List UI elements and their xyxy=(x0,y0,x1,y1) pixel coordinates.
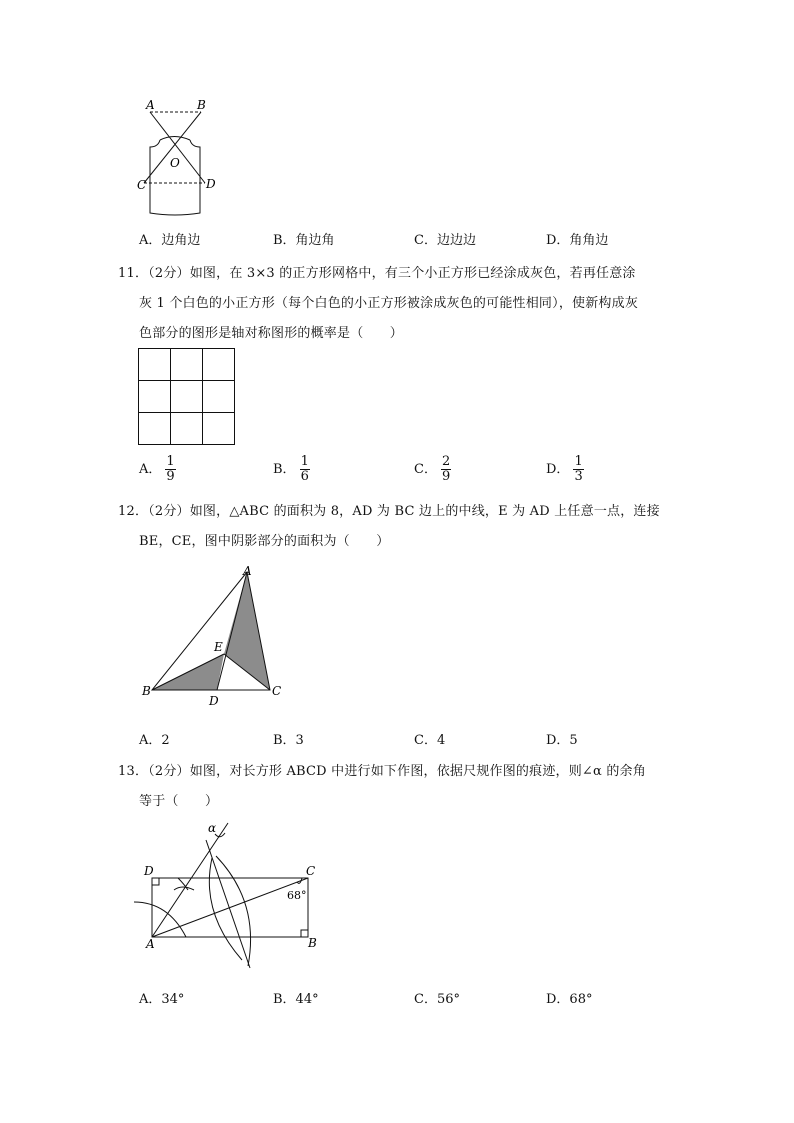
q11-option-d-letter: D． xyxy=(546,462,570,477)
q12-option-a[interactable]: A．2 xyxy=(139,733,170,748)
q11-stem-line-2: 灰 1 个白色的小正方形（每个白色的小正方形被涂成灰色的可能性相同），使新构成灰 xyxy=(139,296,639,311)
q12-stem-line-1: 12．（2分）如图，△ABC 的面积为 8，AD 为 BC 边上的中线，E 为 AD 上任意一点，连接 xyxy=(118,504,660,519)
q11-option-d[interactable] xyxy=(546,455,584,484)
q12-option-c[interactable]: C．4 xyxy=(414,733,446,748)
q11-option-a[interactable] xyxy=(139,455,176,484)
q11-option-b[interactable] xyxy=(273,455,310,484)
triangle-abc-figure xyxy=(140,562,290,712)
q10-option-b[interactable]: B．角边角 xyxy=(273,233,335,248)
label-d: D xyxy=(144,864,154,878)
label-angle-68: 68° xyxy=(287,889,307,902)
q10-option-d[interactable]: D．角角边 xyxy=(546,233,609,248)
q11-option-c-letter: C． xyxy=(414,462,437,477)
q12-option-d[interactable]: D．5 xyxy=(546,733,578,748)
bottle-figure xyxy=(130,95,230,220)
label-d: D xyxy=(206,177,216,191)
label-b: B xyxy=(142,684,151,698)
label-c: C xyxy=(137,178,147,192)
q13-option-b[interactable]: B．44° xyxy=(273,992,319,1007)
rectangle-construction-figure xyxy=(138,820,328,970)
q10-option-c[interactable]: C．边边边 xyxy=(414,233,476,248)
q11-option-c[interactable] xyxy=(414,455,451,484)
q13-stem-line-1: 13．（2分）如图，对长方形 ABCD 中进行如下作图，依据尺规作图的痕迹，则∠α 的余角 xyxy=(118,764,646,779)
q11-option-b-fraction: $\frac{1}{6}$ xyxy=(300,454,309,484)
label-d: D xyxy=(209,694,219,708)
label-c: C xyxy=(272,684,282,698)
q11-stem-line-3: 色部分的图形是轴对称图形的概率是（ ） xyxy=(139,326,404,341)
grid-3x3-figure xyxy=(138,348,236,446)
label-o: O xyxy=(170,156,180,170)
q11-option-a-letter: A． xyxy=(139,462,162,477)
label-a: A xyxy=(243,564,252,578)
q12-stem-line-2: BE，CE，图中阴影部分的面积为（ ） xyxy=(139,534,390,549)
q13-option-a[interactable]: A．34° xyxy=(139,992,185,1007)
q11-option-a-fraction: $\frac{1}{9}$ xyxy=(166,454,175,484)
label-e: E xyxy=(214,640,223,654)
label-c: C xyxy=(306,864,316,878)
q13-stem-line-2: 等于（ ） xyxy=(139,794,219,809)
q11-option-b-letter: B． xyxy=(273,462,296,477)
label-b: B xyxy=(308,936,317,950)
q11-stem-line-1: 11．（2分）如图，在 3×3 的正方形网格中，有三个小正方形已经涂成灰色，若再任意涂 xyxy=(118,266,636,281)
q13-option-d[interactable]: D．68° xyxy=(546,992,593,1007)
label-alpha: α xyxy=(208,821,217,835)
q10-option-a[interactable]: A．边角边 xyxy=(139,233,201,248)
q13-option-c[interactable]: C．56° xyxy=(414,992,460,1007)
q12-option-b[interactable]: B．3 xyxy=(273,733,304,748)
q11-option-c-fraction: $\frac{2}{9}$ xyxy=(441,454,451,484)
q11-option-d-fraction: $\frac{1}{3}$ xyxy=(574,454,583,484)
label-a: A xyxy=(146,937,155,951)
label-b: B xyxy=(197,98,206,112)
label-a: A xyxy=(146,98,155,112)
